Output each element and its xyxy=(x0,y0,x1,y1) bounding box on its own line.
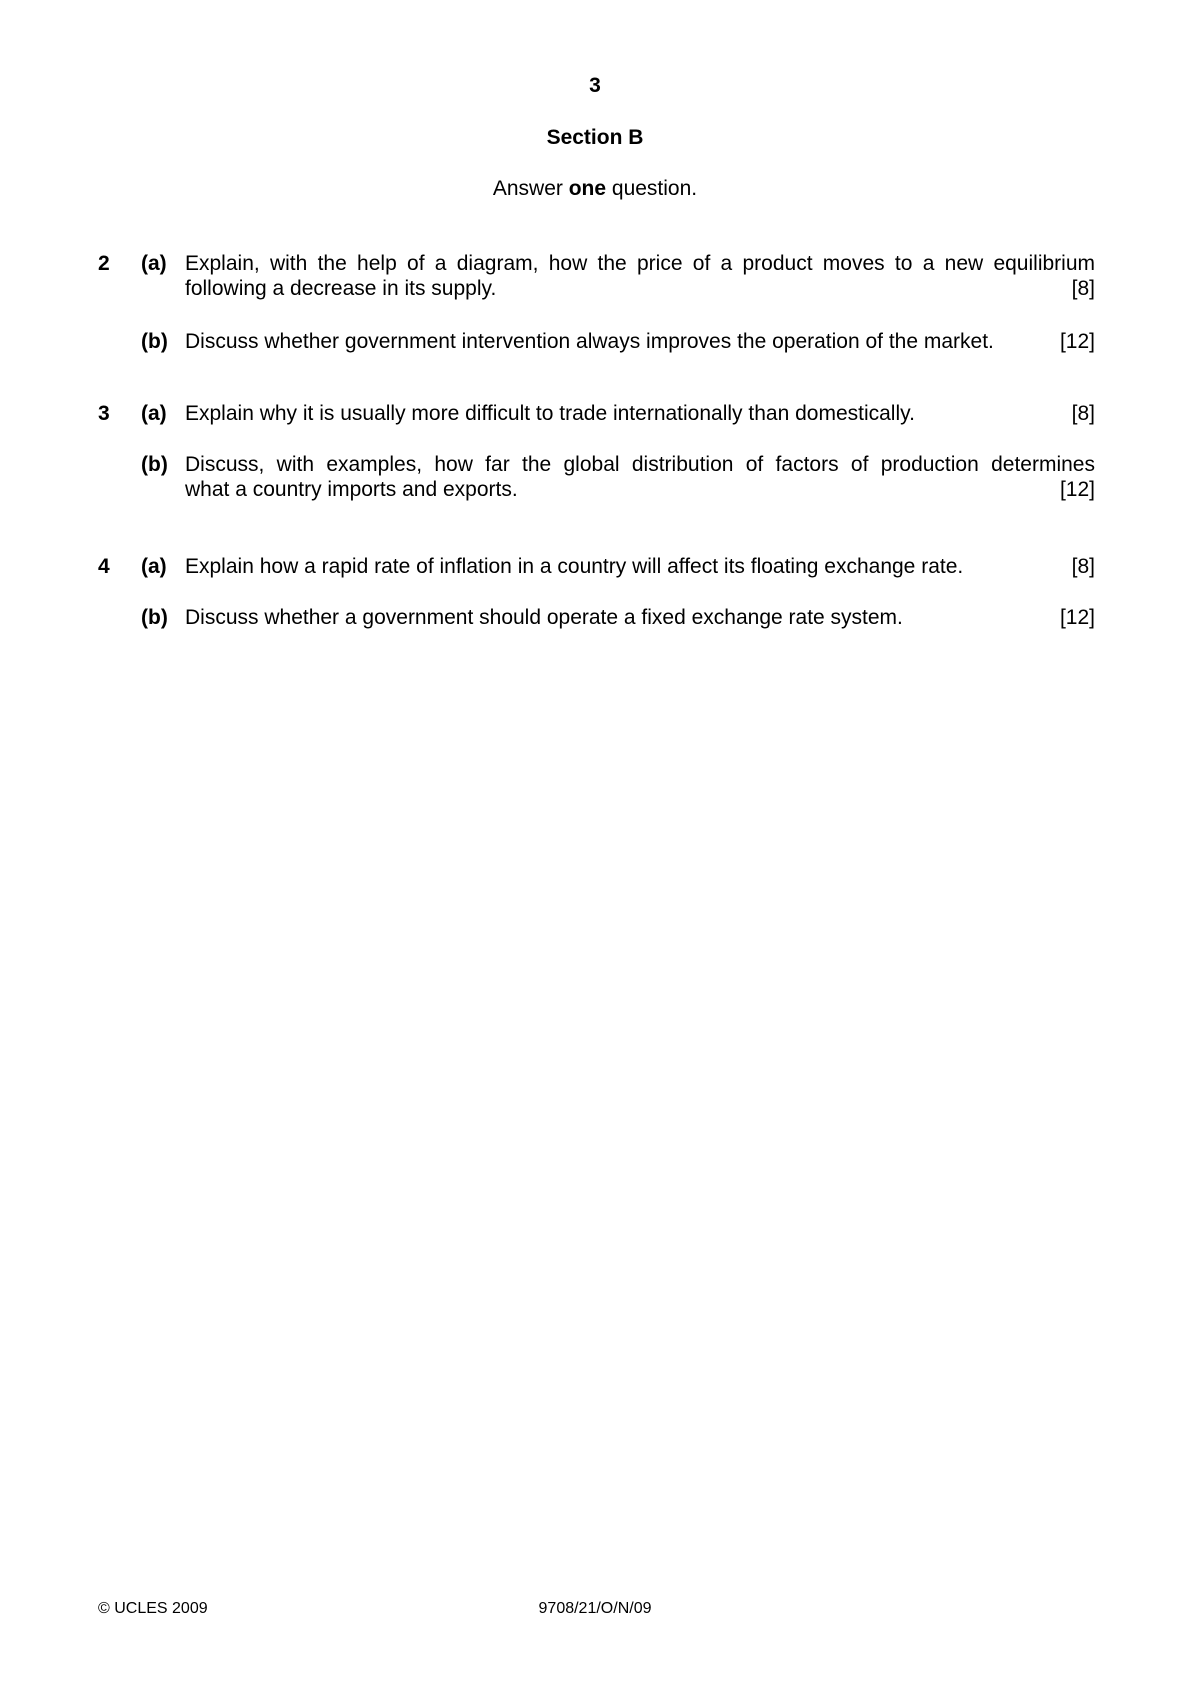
part-label: (a) xyxy=(141,555,167,578)
question-text xyxy=(185,605,1095,630)
part-label: (b) xyxy=(141,330,168,353)
question-text-line xyxy=(185,477,1095,502)
footer-copyright: © UCLES 2009 xyxy=(98,1600,208,1617)
part-label: (b) xyxy=(141,453,168,476)
question-text xyxy=(185,329,1095,354)
instruction-emphasis: one xyxy=(568,177,607,200)
marks: [8] xyxy=(1071,402,1095,425)
question-text xyxy=(185,251,1095,301)
question-text-content: Discuss whether a government should operate a fixed exchange rate system. xyxy=(185,606,903,629)
question-text-continuation: what a country imports and exports. xyxy=(185,478,518,501)
question-text xyxy=(185,401,1095,426)
question-text xyxy=(185,452,1095,502)
question-text-line: Explain, with the help of a diagram, how the price of a product moves to a new equilibrium xyxy=(185,252,1095,275)
question-text-content: Discuss whether government intervention always improves the operation of the market. xyxy=(185,330,994,353)
part-label: (b) xyxy=(141,606,168,629)
question-text-continuation: following a decrease in its supply. xyxy=(185,277,497,300)
question-number: 3 xyxy=(98,402,110,425)
instruction xyxy=(0,177,1190,201)
marks: [8] xyxy=(1071,555,1095,578)
instruction-before: Answer xyxy=(492,177,569,200)
question-number: 4 xyxy=(98,555,110,578)
question-text-line xyxy=(185,329,1095,354)
question-text-content: Explain how a rapid rate of inflation in a country will affect its floating exchange rate. xyxy=(185,555,964,578)
part-label: (a) xyxy=(141,252,167,275)
marks: [12] xyxy=(1059,478,1095,501)
footer-paper-code: 9708/21/O/N/09 xyxy=(538,1600,652,1617)
question-text xyxy=(185,554,1095,579)
question-text-line xyxy=(185,401,1095,426)
question-number: 2 xyxy=(98,252,110,275)
question-text-line xyxy=(185,276,1095,301)
section-title: Section B xyxy=(546,126,644,149)
page-number: 3 xyxy=(589,74,601,97)
question-text-line: Discuss, with examples, how far the global distribution of factors of production determines xyxy=(185,453,1095,476)
marks: [12] xyxy=(1059,606,1095,629)
question-text-content: Explain why it is usually more difficult to trade internationally than domestically. xyxy=(185,402,915,425)
instruction-after: question. xyxy=(606,177,698,200)
marks: [8] xyxy=(1071,277,1095,300)
marks: [12] xyxy=(1059,330,1095,353)
part-label: (a) xyxy=(141,402,167,425)
question-text-line xyxy=(185,605,1095,630)
question-text-line xyxy=(185,554,1095,579)
